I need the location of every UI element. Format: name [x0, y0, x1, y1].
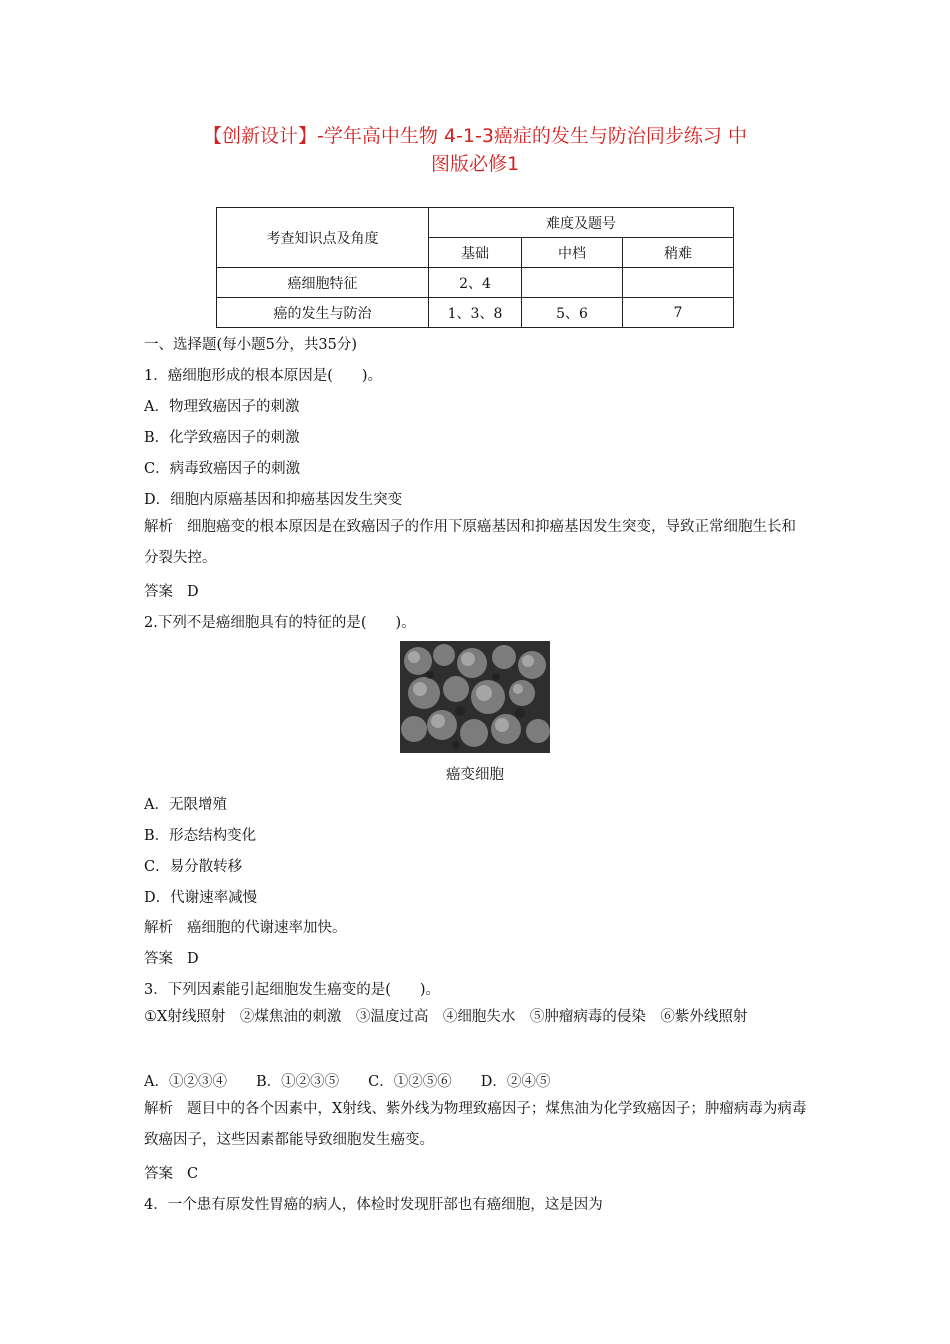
table-row — [217, 298, 734, 328]
q2-option-a: A．无限增殖 — [144, 797, 227, 813]
q1-option-d: D．细胞内原癌基因和抑癌基因发生突变 — [144, 492, 403, 508]
q1-option-b: B．化学致癌因子的刺激 — [144, 430, 300, 446]
q3-analysis-text: 题目中的各个因素中，X射线、紫外线为物理致癌因子；煤焦油为化学致癌因子；肿瘤病毒为病毒致癌因子，这些因素都能导致细胞发生癌变。 — [144, 1101, 807, 1148]
q3-answer — [144, 1162, 198, 1183]
q3-answer-value: C — [187, 1166, 199, 1182]
figure-caption: 癌变细胞 — [446, 767, 504, 783]
table-cell-topic: 癌细胞特征 — [217, 268, 429, 298]
q2-option-b: B．形态结构变化 — [144, 828, 257, 844]
table-header-basic: 基础 — [429, 238, 522, 268]
q2-analysis-label: 解析 — [144, 920, 173, 936]
q1-option-a: A．物理致癌因子的刺激 — [144, 399, 300, 415]
table-cell-hard — [623, 268, 734, 298]
q2-answer-value: D — [187, 951, 199, 967]
q1-analysis-text: 细胞癌变的根本原因是在致癌因子的作用下原癌基因和抑癌基因发生突变，导致正常细胞生长和分裂失控。 — [144, 519, 796, 566]
table-header-topic: 考查知识点及角度 — [217, 208, 429, 268]
q1-answer-value: D — [187, 584, 199, 600]
q2-option-c: C．易分散转移 — [144, 859, 243, 875]
q1-stem: 1．癌细胞形成的根本原因是( )。 — [144, 368, 383, 384]
q3-analysis-label: 解析 — [144, 1101, 173, 1117]
cancer-cell-micrograph — [400, 641, 550, 753]
table-row — [217, 268, 734, 298]
q2-stem: 2.下列不是癌细胞具有的特征的是( )。 — [144, 615, 416, 631]
table-cell-basic: 1、3、8 — [429, 298, 522, 328]
table-header-difficulty: 难度及题号 — [429, 208, 734, 238]
q3-factors: ①X射线照射 ②煤焦油的刺激 ③温度过高 ④细胞失水 ⑤肿瘤病毒的侵染 ⑥紫外线照射 — [144, 1009, 748, 1025]
title-line-1: 【创新设计】-学年高中生物 4-1-3癌症的发生与防治同步练习 中 — [203, 125, 747, 147]
table-cell-mid: 5、6 — [522, 298, 623, 328]
q4-stem: 4．一个患有原发性胃癌的病人，体检时发现肝部也有癌细胞，这是因为 — [144, 1197, 603, 1213]
q3-stem: 3．下列因素能引起细胞发生癌变的是( )。 — [144, 982, 441, 998]
q2-option-d: D．代谢速率减慢 — [144, 890, 258, 906]
q2-answer — [144, 947, 199, 968]
q1-answer-label: 答案 — [144, 584, 173, 600]
table-cell-mid — [522, 268, 623, 298]
table-header-hard: 稍难 — [623, 238, 734, 268]
q3-analysis — [144, 1094, 808, 1156]
q2-answer-label: 答案 — [144, 951, 173, 967]
table-cell-hard: 7 — [623, 298, 734, 328]
q3-answer-label: 答案 — [144, 1166, 173, 1182]
cancer-cell-image — [400, 641, 550, 753]
table-cell-topic: 癌的发生与防治 — [217, 298, 429, 328]
title-line-2: 图版必修1 — [430, 153, 520, 175]
q2-analysis-text: 癌细胞的代谢速率加快。 — [187, 920, 347, 936]
q1-analysis — [144, 512, 808, 574]
table-cell-basic: 2、4 — [429, 268, 522, 298]
q1-analysis-label: 解析 — [144, 519, 173, 535]
document-title — [120, 122, 830, 178]
q1-option-c: C．病毒致癌因子的刺激 — [144, 461, 301, 477]
difficulty-table — [216, 207, 734, 328]
q2-analysis — [144, 916, 347, 937]
table-header-mid: 中档 — [522, 238, 623, 268]
section-heading: 一、选择题(每小题5分，共35分) — [144, 337, 357, 353]
q3-options: A．①②③④ B．①②③⑤ C．①②⑤⑥ D．②④⑤ — [144, 1074, 551, 1090]
q1-answer — [144, 580, 199, 601]
